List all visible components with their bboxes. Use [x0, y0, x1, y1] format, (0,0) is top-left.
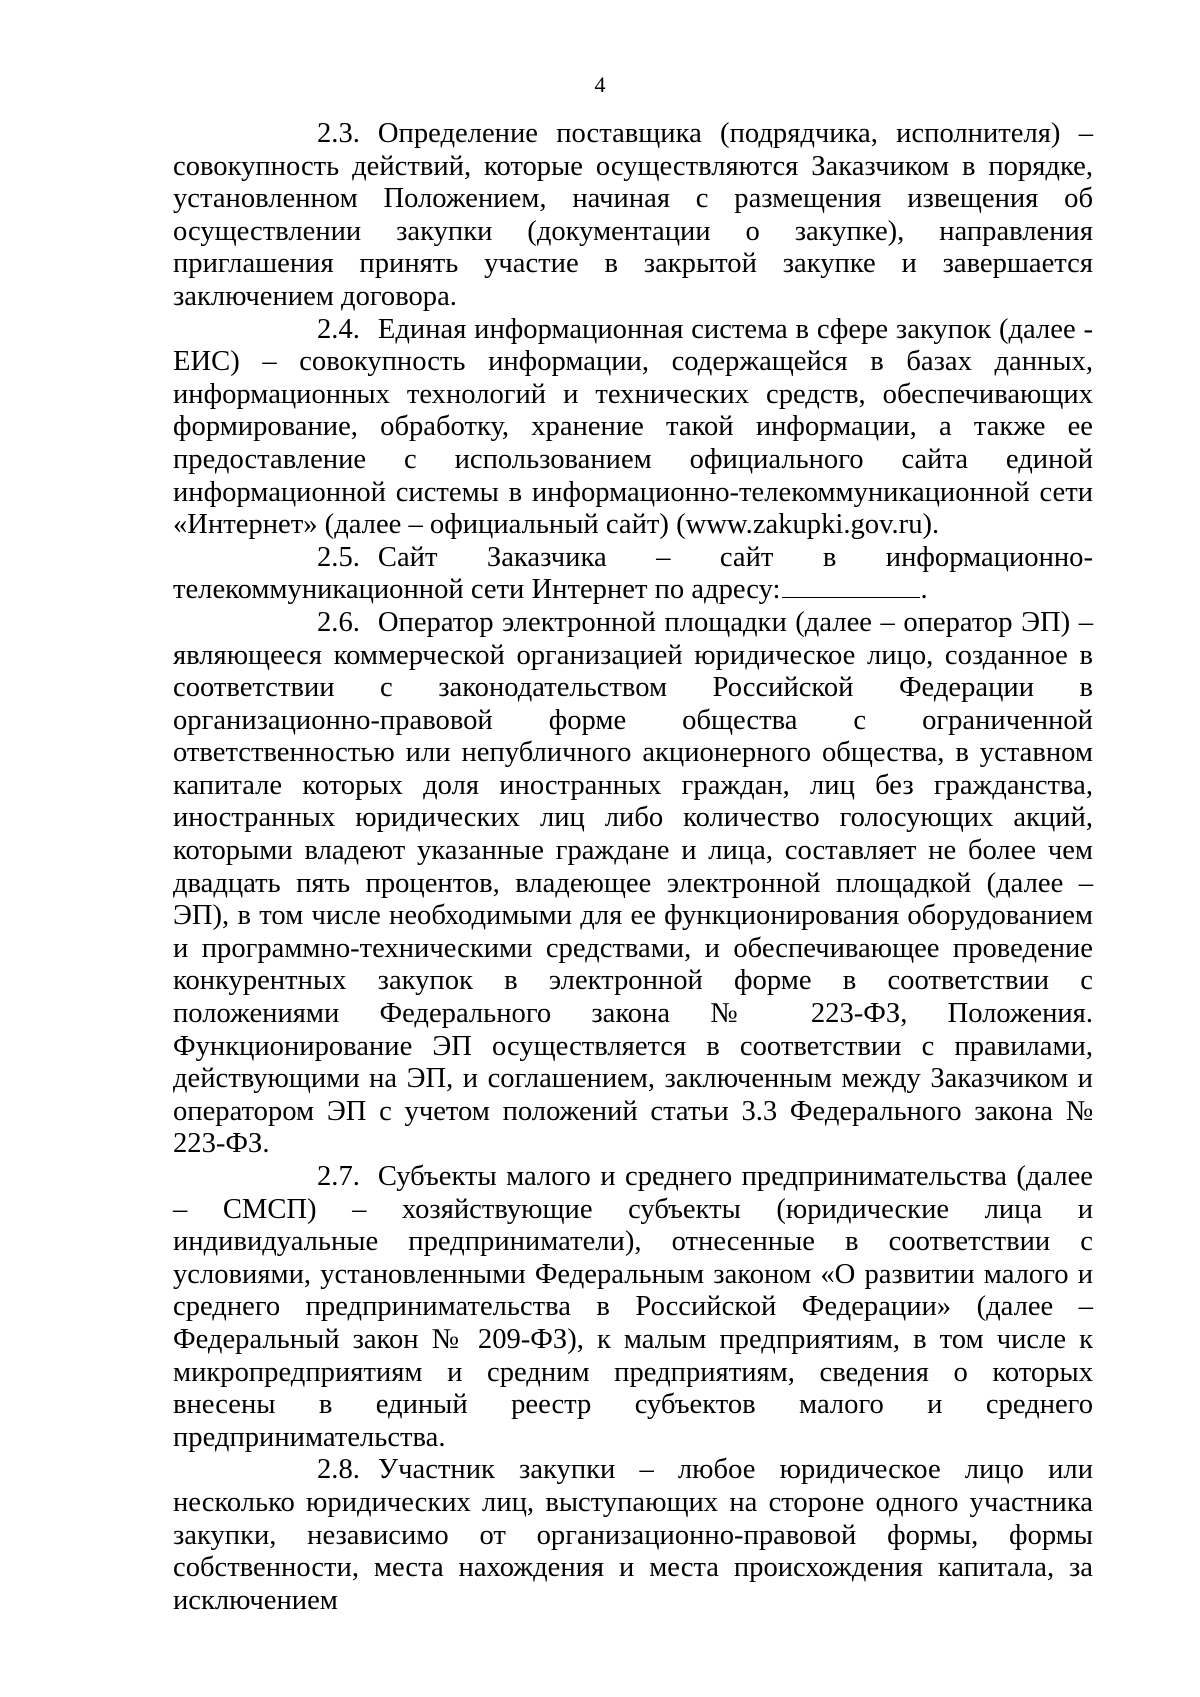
paragraph-text: Субъекты малого и среднего предпринимательства (далее – СМСП) – хозяйствующие субъекты (юридические лица и индивидуальные предприниматели), отнесенные в соответствии с условиями, установленными Федеральным законом «О развитии малого и среднего предпринимательства в Российской Федерации» (далее – Федеральный закон № 209-ФЗ), к малым предприятиям, в том числе к микропредприятиям и средним предприятиям, сведения о которых внесены в единый реестр субъектов малого и среднего предпринимательства. — [173, 1161, 1093, 1453]
paragraph-tail: . — [920, 574, 928, 606]
paragraph-number: 2.3. — [317, 118, 360, 149]
paragraph-number: 2.7. — [317, 1161, 360, 1192]
paragraph-2-7 — [173, 1161, 1093, 1454]
paragraph-number: 2.5. — [317, 541, 360, 573]
paragraph-text: Оператор электронной площадки (далее – оператор ЭП) – являющееся коммерческой организацией юридическое лицо, созданное в соответствии с законодательством Российской Федерации в организационно-правовой форме общества с ограниченной ответственностью или непубличного акционерного общества, в уставном капитале которых доля иностранных граждан, лиц без гражданства, иностранных юридических лиц либо количество голосующих акций, которыми владеют указанные граждане и лица, составляет не более чем двадцать пять процентов, владеющее электронной площадкой (далее – ЭП), в том числе необходимыми для ее функционирования оборудованием и программно-техническими средствами, и обеспечивающее проведение конкурентных закупок в электронной форме в соответствии с положениями Федерального закона № 223-ФЗ, Положения. Функционирование ЭП осуществляется в соответствии с правилами, действующими на ЭП, и соглашением, заключенным между Заказчиком и оператором ЭП с учетом положений статьи 3.3 Федерального закона № 223-ФЗ. — [173, 606, 1093, 1160]
paragraph-number: 2.8. — [317, 1454, 360, 1486]
paragraph-text: Единая информационная система в сфере закупок (далее - ЕИС) – совокупность информации, содержащейся в базах данных, информационных технологий и технических средств, обеспечивающих формирование, обработку, хранение такой информации, а также ее предоставление с использованием официального сайта единой информационной системы в информационно-телекоммуникационной сети «Интернет» (далее – официальный сайт) (www.zakupki.gov.ru). — [173, 313, 1093, 541]
address-blank-line — [782, 577, 920, 598]
paragraph-2-6 — [173, 607, 1093, 1161]
paragraph-2-8 — [173, 1454, 1093, 1617]
paragraph-text: Определение поставщика (подрядчика, исполнителя) – совокупность действий, которые осуществляются Заказчиком в порядке, установленном Положением, начиная с размещения извещения об осуществлении закупки (документации о закупке), направления приглашения принять участие в закрытой закупке и завершается заключением договора. — [173, 118, 1093, 312]
document-body — [173, 118, 1093, 1617]
paragraph-text: Сайт Заказчика – сайт в информационно-телекоммуникационной сети Интернет по адресу: — [173, 541, 1093, 606]
paragraph-2-3 — [173, 118, 1093, 314]
paragraph-2-4 — [173, 314, 1093, 542]
paragraph-number: 2.6. — [317, 606, 360, 638]
paragraph-number: 2.4. — [317, 313, 360, 345]
paragraph-text: Участник закупки – любое юридическое лицо или несколько юридических лиц, выступающих на стороне одного участника закупки, независимо от организационно-правовой формы, формы собственности, места нахождения и места происхождения капитала, за исключением — [173, 1454, 1093, 1616]
paragraph-2-5 — [173, 542, 1093, 607]
page-number: 4 — [594, 72, 606, 97]
